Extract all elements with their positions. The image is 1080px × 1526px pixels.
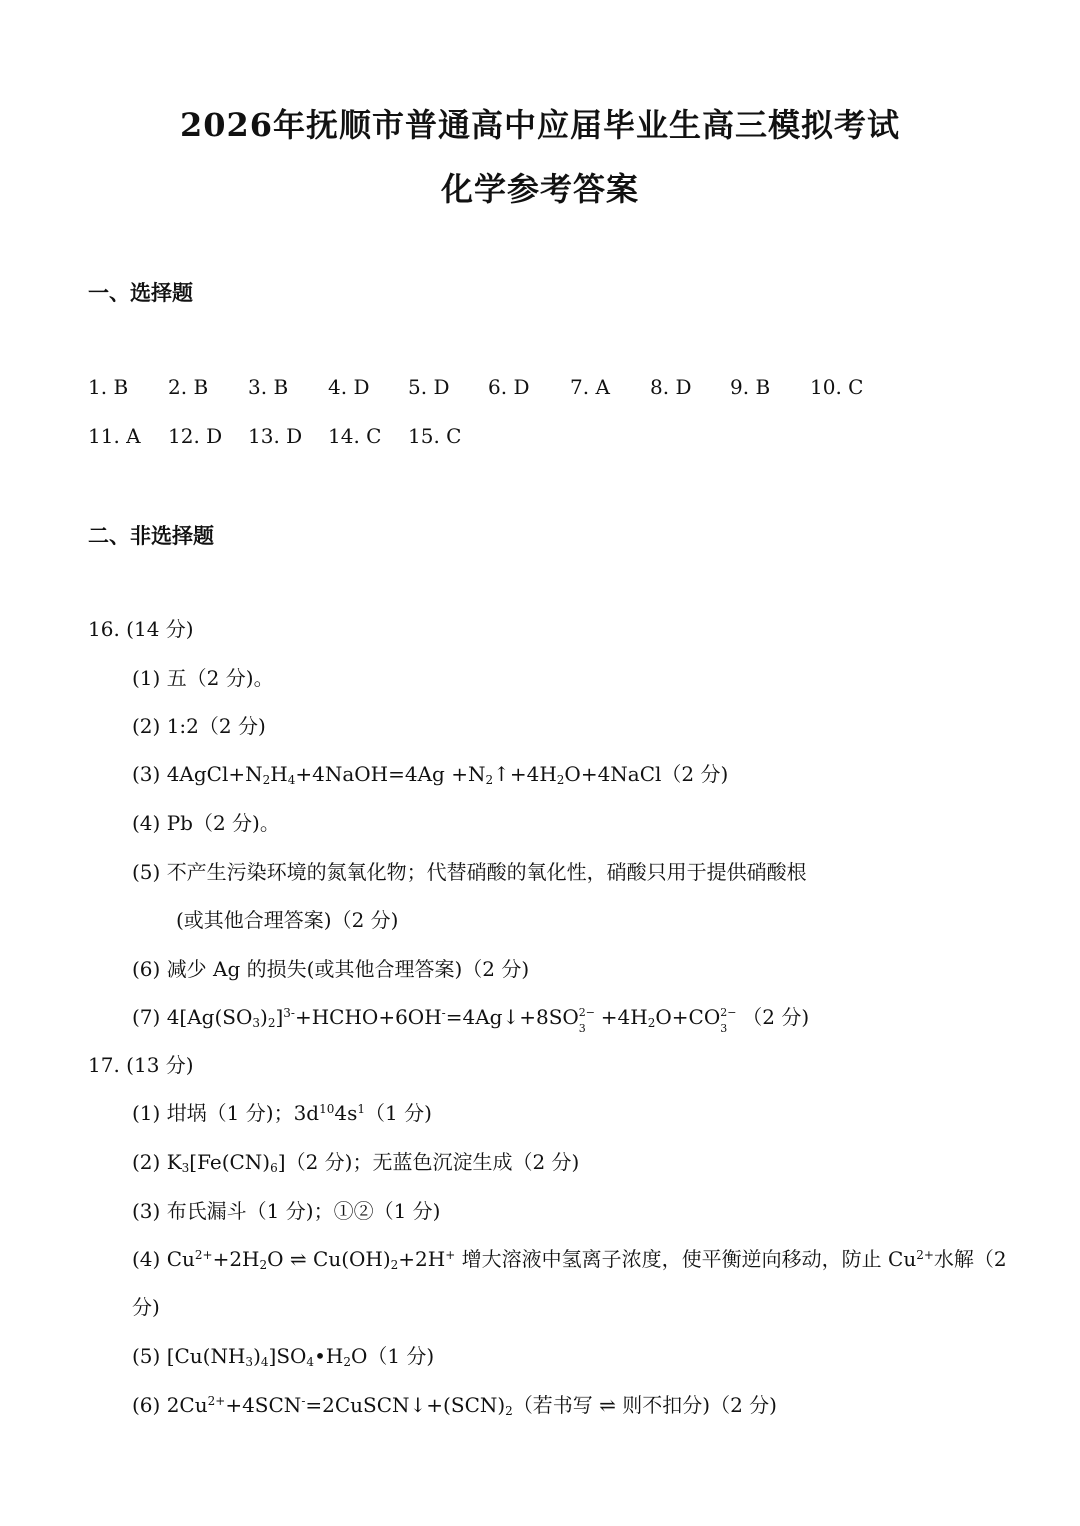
mc-answer-6: 6. D — [488, 375, 530, 399]
carbonate-ion-charge: 2− 3 — [720, 1006, 737, 1035]
q17-answer-4: (4) $Cu^{2+}+2H_2O$ ⇌ $Cu(OH)_2+2H^+$ 增大溶液中氢离子浓度，使平衡逆向移动，防止 $Cu^{2+}$水解（2 — [132, 1247, 1007, 1272]
q16-answer-2: (2) 1:2（2 分) — [132, 714, 266, 738]
page-title: 2026年抚顺市普通高中应届毕业生高三模拟考试 — [179, 106, 901, 144]
q16-answer-6: (6) 减少 Ag 的损失(或其他合理答案)（2 分) — [132, 957, 530, 981]
q17-answer-2: (2) $K_3[Fe(CN)_6](2$ 分)；无蓝色沉淀生成（2 分) — [132, 1150, 580, 1175]
q16-answer-4: (4) Pb（2 分)。 — [132, 811, 280, 835]
q16-answer-1: (1) 五（2 分)。 — [132, 666, 274, 690]
q17-answer-1: (1) 坩埚（1 分)；$3d^{10}4s^1(1$ 分) — [132, 1101, 432, 1125]
q17-answer-6: (6) $2Cu^{2+}+4SCN^-=2CuSCN↓+(SCN)_2$（若书写 ⇌ 则不扣分)（2 分) — [132, 1393, 777, 1418]
mc-answer-13: 13. D — [248, 424, 303, 448]
q16-answer-5: (5) 不产生污染环境的氮氧化物；代替硝酸的氧化性，硝酸只用于提供硝酸根 — [132, 860, 807, 884]
mc-answer-9: 9. B — [730, 375, 771, 399]
mc-answer-3: 3. B — [248, 375, 289, 399]
q17-answer-4-continued: 分) — [132, 1295, 160, 1319]
q16-answer-5-continued: (或其他合理答案)（2 分) — [176, 908, 399, 932]
q17-header: 17. (13 分) — [88, 1053, 194, 1077]
mc-answer-14: 14. C — [328, 424, 382, 448]
page-subtitle: 化学参考答案 — [440, 170, 639, 208]
q16-answer-3: (3) $4AgCl+N_2H_4+4NaOH=4Ag$ $+N_2↑+4H_2O+4NaCl(2$ 分) — [132, 762, 729, 787]
q17-answer-3: (3) 布氏漏斗（1 分)；①②（1 分) — [132, 1199, 441, 1223]
mc-answer-4: 4. D — [328, 375, 370, 399]
sulfite-ion-charge: 2− 3 — [578, 1006, 596, 1035]
mc-answer-5: 5. D — [408, 375, 450, 399]
mc-answer-15: 15. C — [408, 424, 462, 448]
mc-answer-1: 1. B — [88, 375, 129, 399]
q16-answer-7: (7) $4[Ag(SO_3)_2]^{3-}+HCHO+6OH^-=4Ag↓+8SO$ 2− 3 $+4H_2O+CO$ 2− 3 （2 分) — [132, 1005, 810, 1035]
section-heading-multiple-choice: 一、选择题 — [88, 281, 193, 305]
mc-answer-12: 12. D — [168, 424, 223, 448]
mc-answer-8: 8. D — [650, 375, 692, 399]
section-heading-non-choice: 二、非选择题 — [88, 524, 214, 548]
mc-answer-7: 7. A — [570, 375, 610, 399]
mc-answer-2: 2. B — [168, 375, 209, 399]
q17-answer-5: (5) $[Cu(NH_3)_4]SO_4•H_2O(1$ 分) — [132, 1344, 435, 1369]
q16-header: 16. (14 分) — [88, 617, 194, 641]
mc-answer-10: 10. C — [810, 375, 864, 399]
mc-answer-11: 11. A — [88, 424, 141, 448]
